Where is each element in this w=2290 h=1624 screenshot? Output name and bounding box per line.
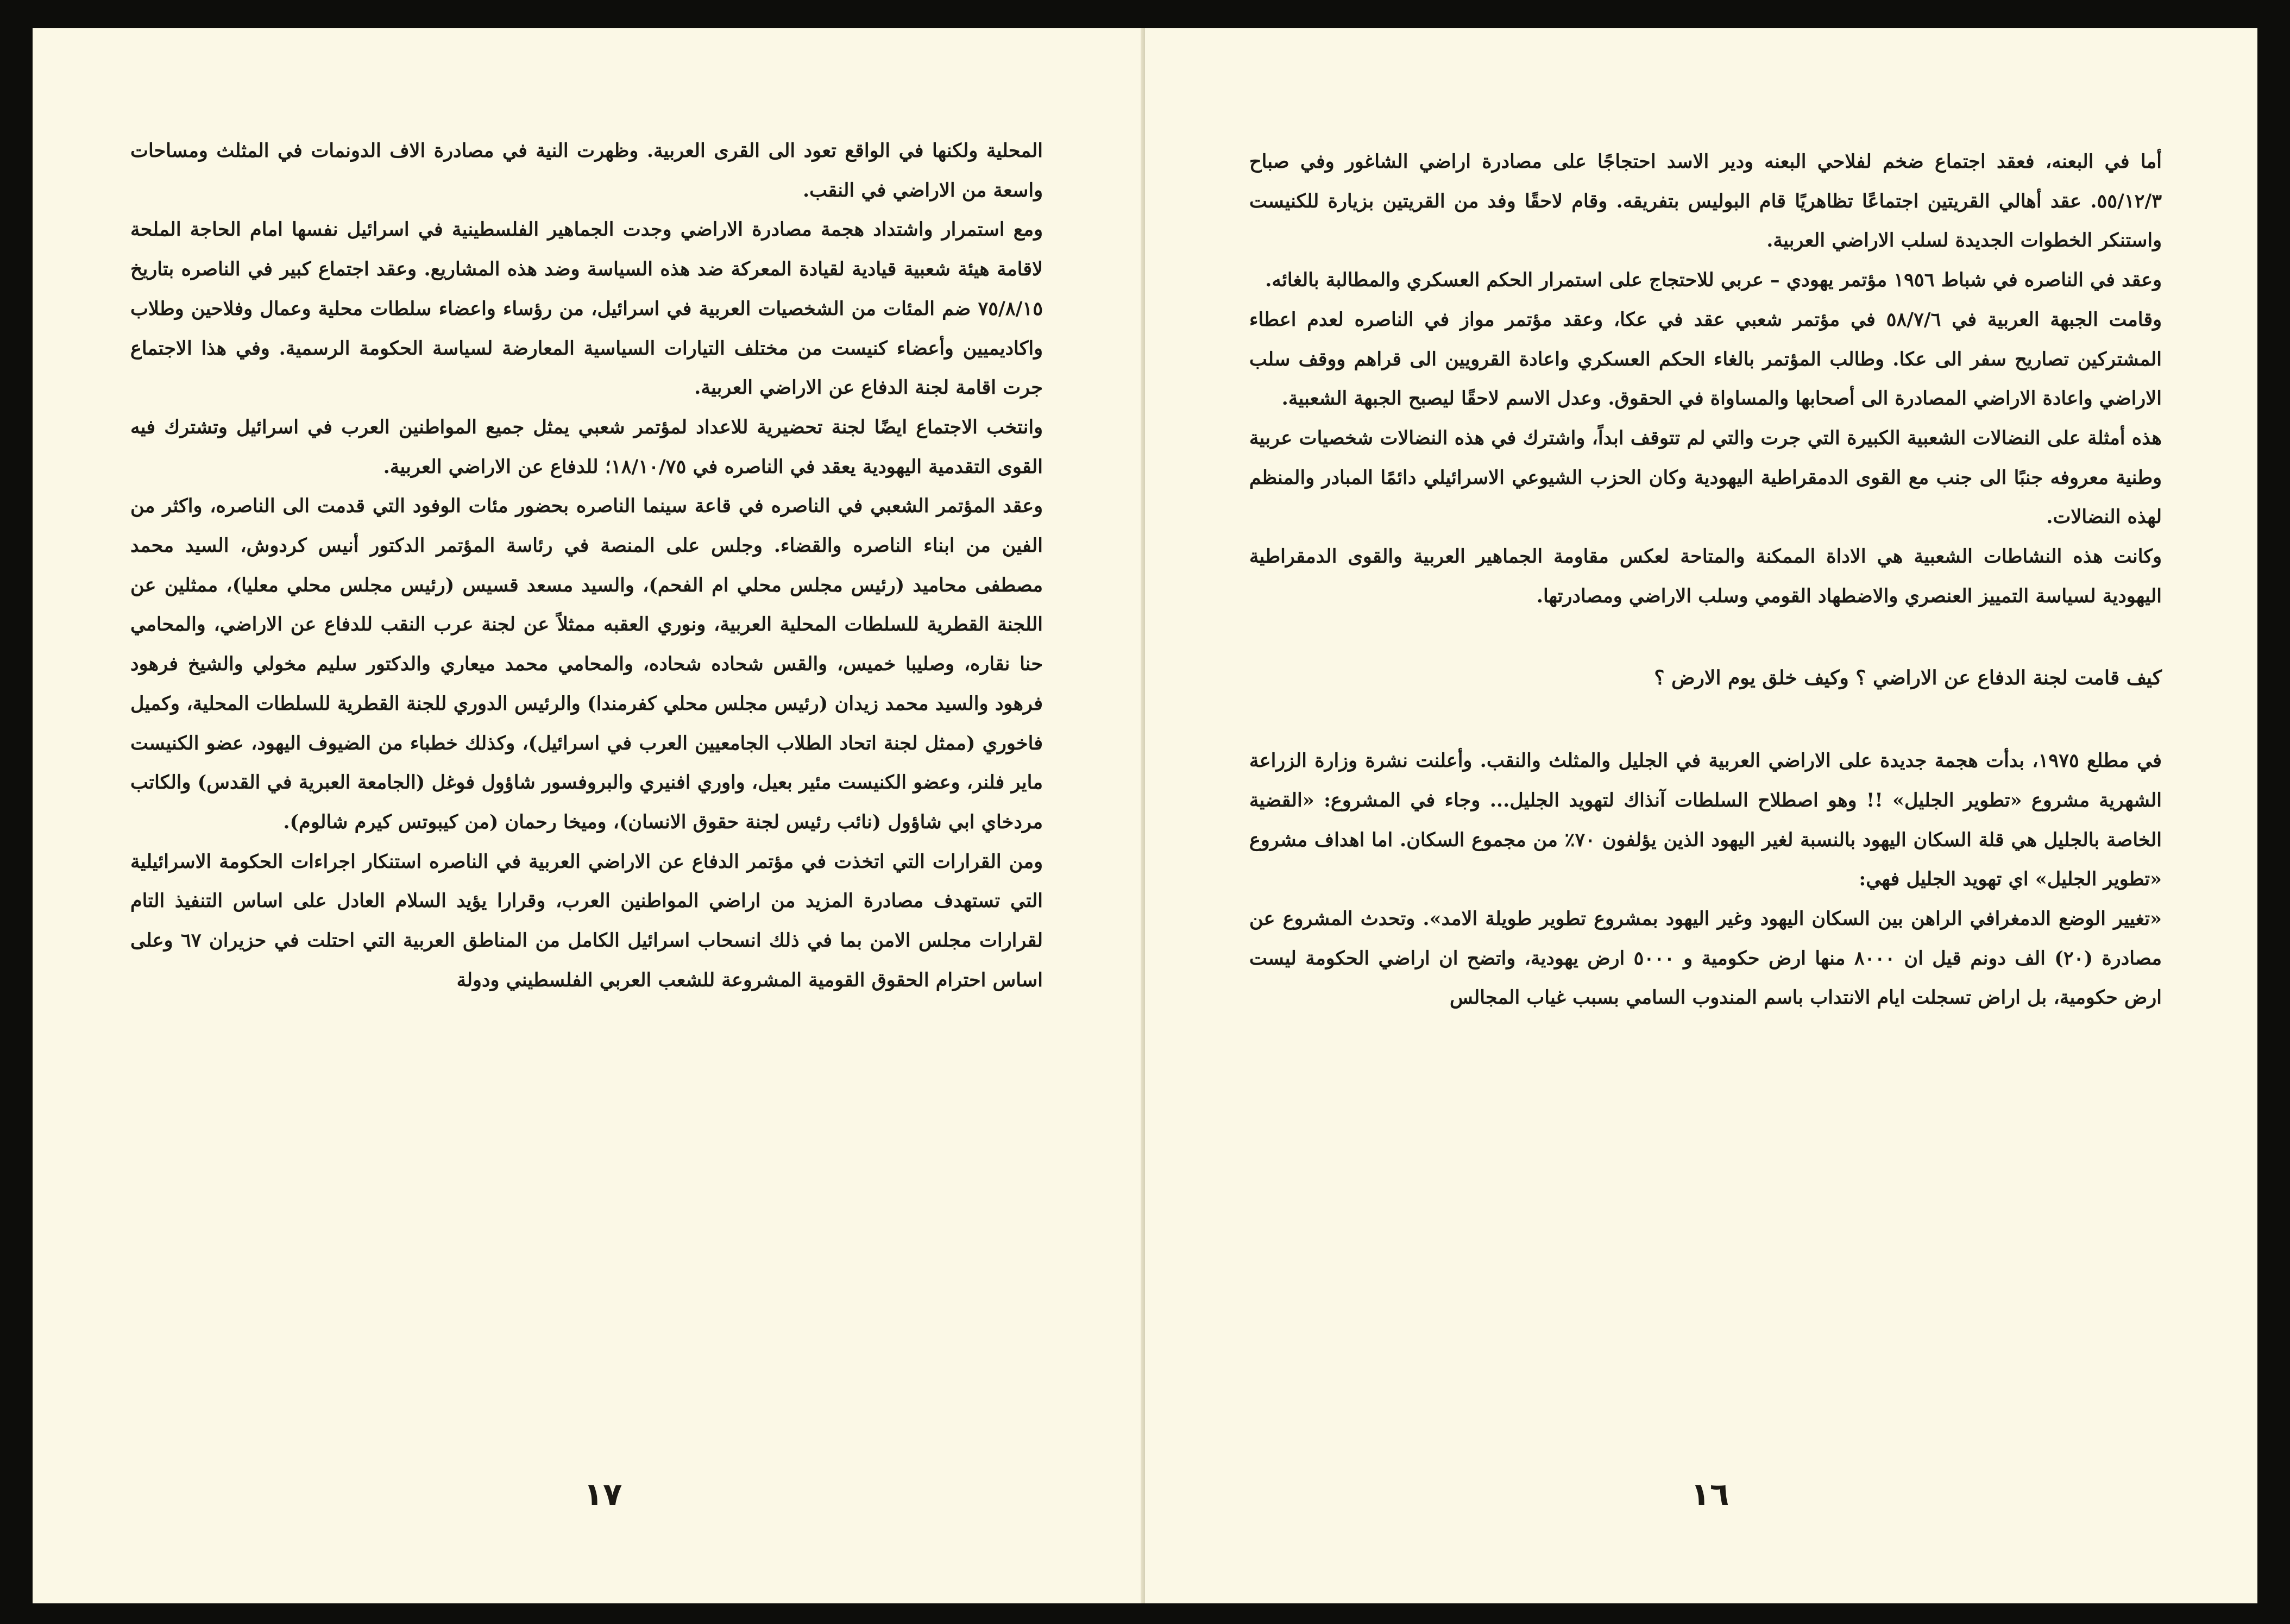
paragraph: هذه أمثلة على النضالات الشعبية الكبيرة التي جرت والتي لم تتوقف ابداً، واشترك في هذه النضالات شخصيات عربية وطنية معروفه جنبًا الى جنب مع القوى الدمقراطية اليهودية وكان الحزب الشيوعي الاسرائيلي دائمًا المبادر والمنظم لهذه النضالات. bbox=[1249, 426, 2162, 528]
paragraph: «تغيير الوضع الدمغرافي الراهن بين السكان اليهود وغير اليهود بمشروع تطوير طويلة الامد». وتحدث المشروع عن مصادرة (٢٠) الف دونم قيل ان ٨٠٠٠ منها ارض حكومية و ٥٠٠٠ ارض يهودية، واتضح ان اراضي الحكومة ليست ارض حكومية، بل اراض تسجلت ايام الانتداب باسم المندوب السامي بسبب غياب المجالس bbox=[1249, 907, 2162, 1009]
book-spread bbox=[33, 28, 2257, 1603]
paragraph: أما في البعنه، فعقد اجتماع ضخم لفلاحي البعنه ودير الاسد احتجاجًا على مصادرة اراضي الشاغور وفي صباح ٥٥/١٢/٣. عقد أهالي القريتين اجتماعًا تظاهريًا قام البوليس بتفريقه. وقام لاحقًا وفد من القريتين بزيارة للكنيست واستنكر الخطوات الجديدة لسلب الاراضي العربية. bbox=[1249, 150, 2162, 252]
page-16 bbox=[1145, 28, 2257, 1603]
paragraph: المحلية ولكنها في الواقع تعود الى القرى العربية. وظهرت النية في مصادرة الاف الدونمات في المثلث ومساحات واسعة من الاراضي في النقب. bbox=[130, 140, 1043, 202]
section-heading: كيف قامت لجنة الدفاع عن الاراضي ؟ وكيف خلق يوم الارض ؟ bbox=[1654, 666, 2162, 690]
page-number: ١٧ bbox=[583, 1476, 622, 1513]
paragraph: وقامت الجبهة العربية في ٥٨/٧/٦ في مؤتمر شعبي عقد في عكا، وعقد مؤتمر مواز في الناصره لعدم اعطاء المشتركين تصاريح سفر الى عكا. وطالب المؤتمر بالغاء الحكم العسكري واعادة القرويين الى قراهم ووقف سلب الاراضي واعادة الاراضي المصادرة الى أصحابها والمساواة في الحقوق. وعدل الاسم لاحقًا ليصبح الجبهة الشعبية. bbox=[1249, 308, 2162, 410]
paragraph: ومن القرارات التي اتخذت في مؤتمر الدفاع عن الاراضي العربية في الناصره استنكار اجراءات الحكومة الاسرائيلية التي تستهدف مصادرة المزيد من اراضي المواطنين العرب، وقرارا يؤيد السلام العادل على اساس التنفيذ التام لقرارات مجلس الامن بما في ذلك انسحاب اسرائيل الكامل من المناطق العربية التي احتلت في حزيران ٦٧ وعلى اساس احترام الحقوق القومية المشروعة للشعب العربي الفلسطيني ودولة bbox=[130, 850, 1043, 991]
page-17 bbox=[33, 28, 1145, 1603]
paragraph: في مطلع ١٩٧٥، بدأت هجمة جديدة على الاراضي العربية في الجليل والمثلث والنقب. وأعلنت نشرة وزارة الزراعة الشهرية مشروع «تطوير الجليل» !! وهو اصطلاح السلطات آنذاك لتهويد الجليل... وجاء في المشروع: «القضية الخاصة بالجليل هي قلة السكان اليهود بالنسبة لغير اليهود الذين يؤلفون ٧٠٪ من مجموع السكان. اما اهداف مشروع «تطوير الجليل» اي تهويد الجليل فهي: bbox=[1249, 750, 2162, 891]
paragraph: ومع استمرار واشتداد هجمة مصادرة الاراضي وجدت الجماهير الفلسطينية في اسرائيل نفسها امام الحاجة الملحة لاقامة هيئة شعبية قيادية لقيادة المعركة ضد هذه السياسة وضد هذه المشاريع. وعقد اجتماع كبير في الناصره بتاريخ ٧٥/٨/١٥ ضم المئات من الشخصيات العربية في اسرائيل، من رؤساء واعضاء سلطات محلية وعمال وفلاحين وطلاب واكاديميين وأعضاء كنيست من مختلف التيارات السياسية المعارضة لسياسة الحكومة الرسمية. وفي هذا الاجتماع جرت اقامة لجنة الدفاع عن الاراضي العربية. bbox=[130, 218, 1043, 399]
paragraph: وعقد المؤتمر الشعبي في الناصره في قاعة سينما الناصره بحضور مئات الوفود التي قدمت الى الناصره، واكثر من الفين من ابناء الناصره والقضاء. وجلس على المنصة في رئاسة المؤتمر الدكتور أنيس كردوش، السيد محمد مصطفى محاميد (رئيس مجلس محلي ام الفحم)، والسيد مسعد قسيس (رئيس مجلس محلي معليا)، ممثلين عن اللجنة القطرية للسلطات المحلية العربية، ونوري العقبه ممثلاً عن لجنة عرب النقب للدفاع عن الاراضي، والمحامي حنا نقاره، وصليبا خميس، والقس شحاده شحاده، والمحامي محمد ميعاري والدكتور سليم مخولي والشيخ فرهود فرهود والسيد محمد زيدان (رئيس مجلس محلي كفرمندا) والرئيس الدوري للجنة القطرية للسلطات المحلية، وكميل فاخوري (ممثل لجنة اتحاد الطلاب الجامعيين العرب في اسرائيل)، وكذلك خطباء من الضيوف اليهود، عضو الكنيست ماير فلنر، وعضو الكنيست مئير بعيل، واوري افنيري والبروفسور شاؤول فوغل (الجامعة العبرية في القدس) والكاتب مردخاي ابي شاؤول (نائب رئيس لجنة حقوق الانسان)، وميخا رحمان (من كيبوتس كيرم شالوم). bbox=[130, 495, 1043, 833]
paragraph: وعقد في الناصره في شباط ١٩٥٦ مؤتمر يهودي – عربي للاحتجاج على استمرار الحكم العسكري والمطالبة بالغائه. bbox=[1265, 269, 2162, 292]
paragraph: وكانت هذه النشاطات الشعبية هي الاداة الممكنة والمتاحة لعكس مقاومة الجماهير العربية والقوى الدمقراطية اليهودية لسياسة التمييز العنصري والاضطهاد القومي وسلب الاراضي ومصادرتها. bbox=[1249, 545, 2162, 607]
page-16-body bbox=[1249, 142, 2162, 1018]
page-17-body bbox=[130, 131, 1043, 1000]
page-number: ١٦ bbox=[1690, 1476, 1729, 1513]
paragraph: وانتخب الاجتماع ايضًا لجنة تحضيرية للاعداد لمؤتمر شعبي يمثل جميع المواطنين العرب في اسرائيل وتشترك فيه القوى التقدمية اليهودية يعقد في الناصره في ١٨/١٠/٧٥؛ للدفاع عن الاراضي العربية. bbox=[130, 416, 1043, 478]
